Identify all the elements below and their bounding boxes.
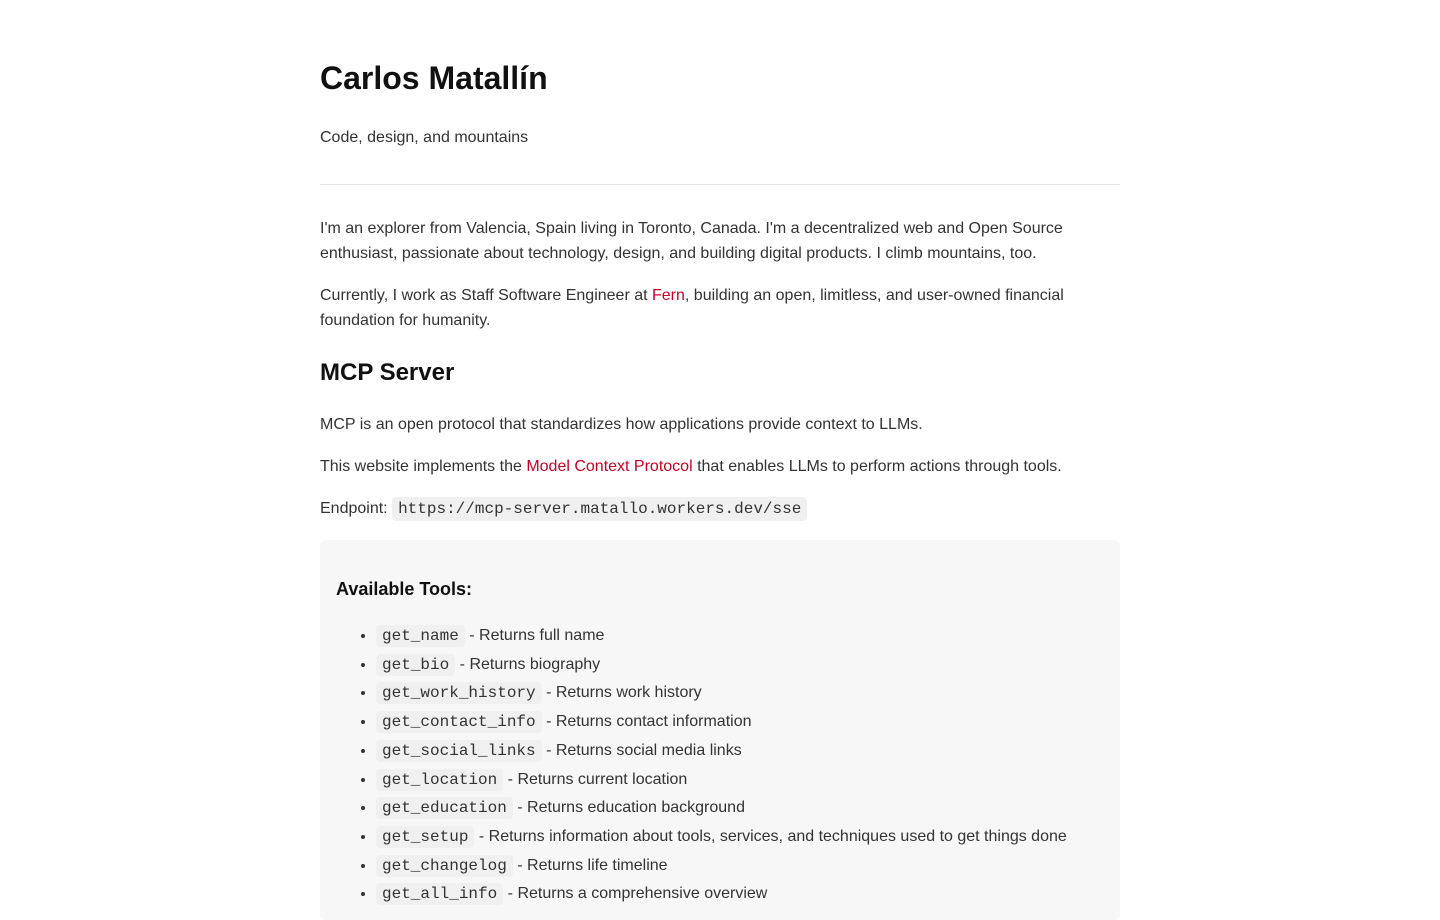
tool-name: get_education	[376, 797, 513, 819]
work-text-suffix: , building an open, limitless, and user-owned financial foundation for humanity.	[320, 287, 1064, 329]
page-title: Carlos Matallín	[320, 60, 548, 96]
tool-name: get_contact_info	[376, 711, 542, 733]
mcp-implements-paragraph	[320, 454, 1120, 479]
work-paragraph	[320, 283, 1120, 333]
tool-name: get_all_info	[376, 883, 503, 905]
tool-name: get_bio	[376, 654, 455, 676]
tool-item	[376, 651, 1116, 680]
tool-item	[376, 708, 1116, 737]
tool-description: - Returns life timeline	[512, 856, 668, 874]
tool-item	[376, 622, 1116, 651]
tool-description: - Returns current location	[503, 770, 688, 788]
tool-name: get_social_links	[376, 740, 542, 762]
tool-name: get_changelog	[376, 855, 513, 877]
endpoint-url[interactable]: https://mcp-server.matallo.workers.dev/sse	[392, 497, 807, 521]
fern-link[interactable]: Fern	[652, 287, 685, 304]
tool-item	[376, 852, 1116, 881]
tool-item	[376, 880, 1116, 909]
tools-title: Available Tools:	[336, 579, 473, 599]
endpoint-line	[320, 496, 1120, 522]
tool-item	[376, 794, 1116, 823]
tool-item	[376, 823, 1116, 852]
model-context-protocol-link[interactable]: Model Context Protocol	[526, 458, 693, 475]
mcp-section-title: MCP Server	[320, 359, 455, 386]
tool-description: - Returns education background	[512, 799, 745, 817]
implements-text-prefix: This website implements the	[320, 458, 527, 475]
implements-text-suffix: that enables LLMs to perform actions through tools.	[692, 458, 1062, 475]
tool-name: get_location	[376, 769, 503, 791]
tool-item	[376, 679, 1116, 708]
tool-description: - Returns social media links	[541, 741, 742, 759]
mcp-description: MCP is an open protocol that standardizes how applications provide context to LLMs.	[320, 416, 923, 433]
tool-description: - Returns contact information	[541, 713, 752, 731]
tool-description: - Returns biography	[455, 655, 601, 673]
tool-item	[376, 737, 1116, 766]
bio-paragraph: I'm an explorer from Valencia, Spain living in Toronto, Canada. I'm a decentralized web and Open Source enthusiast, passionate about technology, design, and building digital products. I climb mountains, too.	[320, 220, 1063, 262]
header-divider	[320, 184, 1120, 185]
tool-item	[376, 766, 1116, 795]
tool-name: get_work_history	[376, 682, 542, 704]
tagline: Code, design, and mountains	[320, 129, 529, 146]
tools-list	[376, 622, 1116, 909]
work-text-prefix: Currently, I work as Staff Software Engineer at	[320, 287, 652, 304]
tool-name: get_name	[376, 625, 465, 647]
endpoint-label: Endpoint:	[320, 500, 388, 517]
tool-name: get_setup	[376, 826, 474, 848]
tool-description: - Returns information about tools, services, and techniques used to get things done	[474, 827, 1067, 845]
tool-description: - Returns a comprehensive overview	[503, 885, 768, 903]
tool-description: - Returns work history	[541, 684, 702, 702]
tool-description: - Returns full name	[464, 627, 605, 644]
